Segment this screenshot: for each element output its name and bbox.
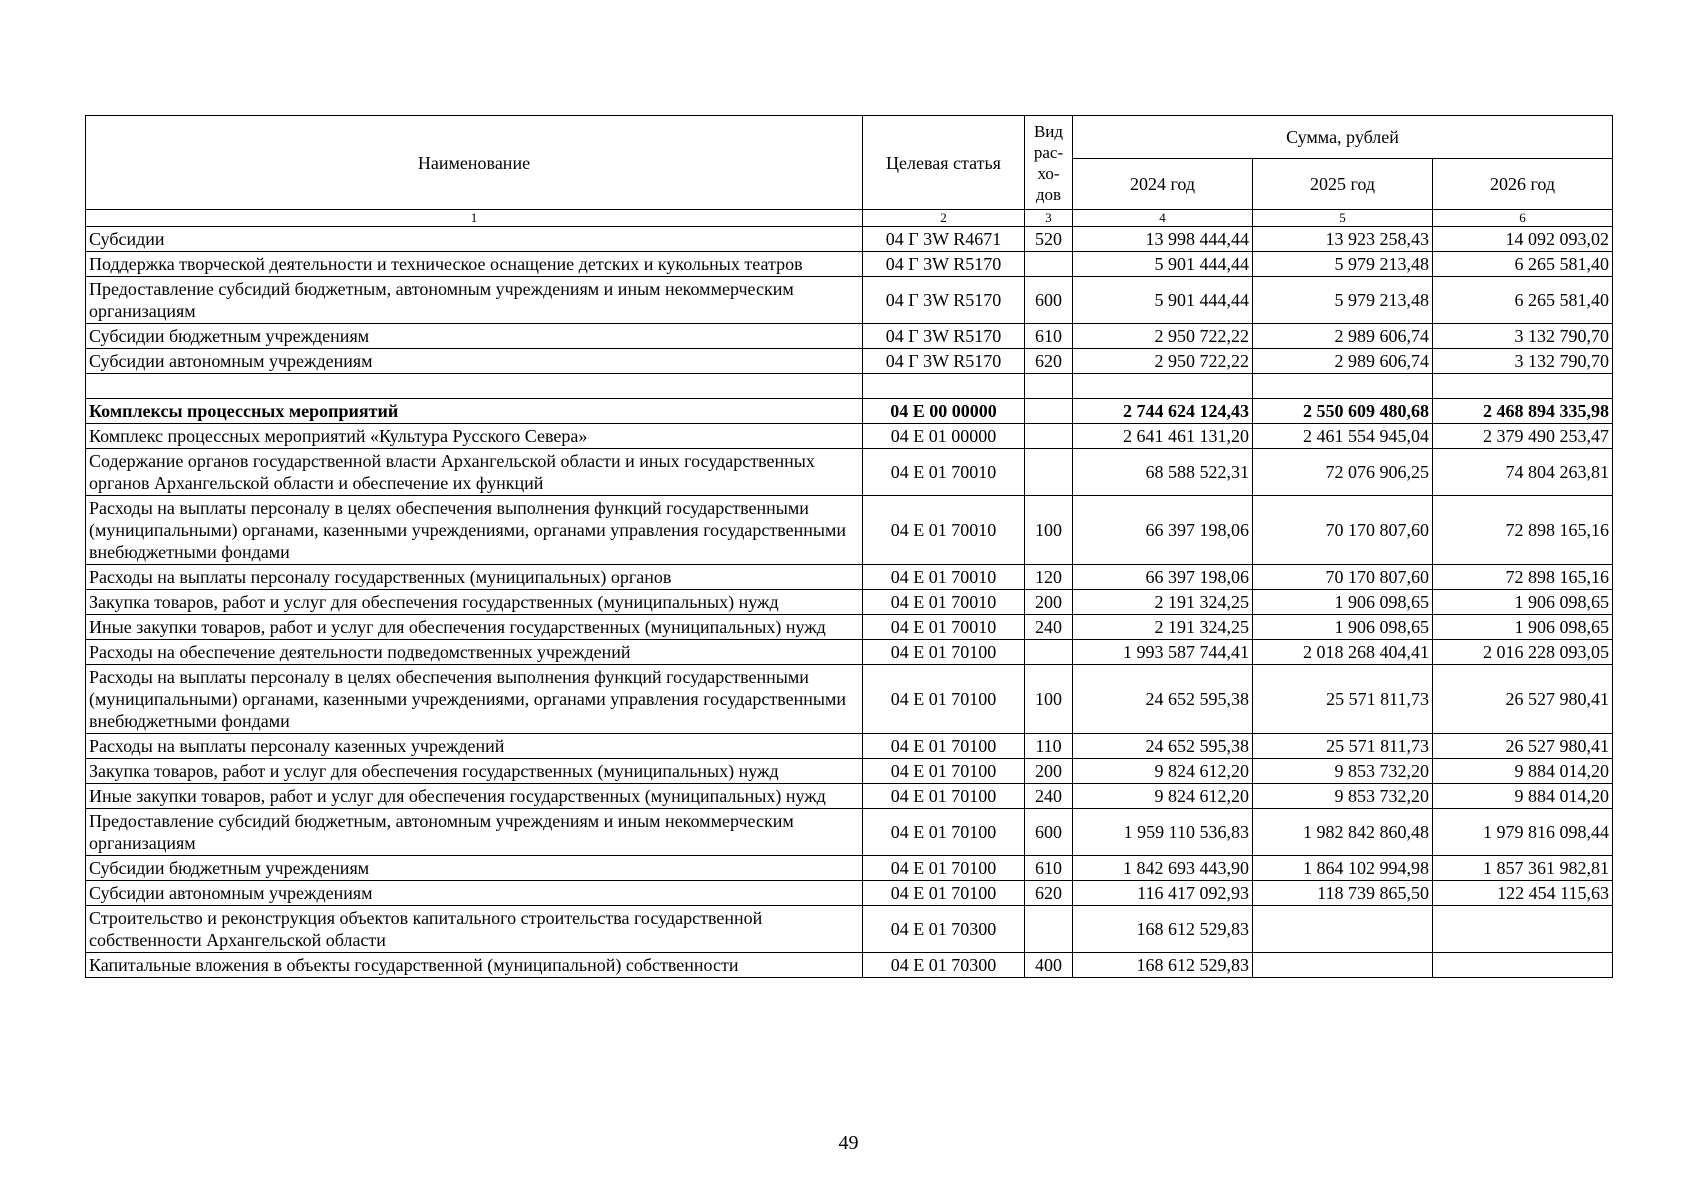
row-sum-2025: 2 989 606,74 (1253, 349, 1433, 374)
row-sum-2026: 14 092 093,02 (1433, 227, 1613, 252)
table-row (86, 277, 1613, 324)
table-row (86, 424, 1613, 449)
row-sum-2026: 1 857 361 982,81 (1433, 856, 1613, 881)
row-sum-2024: 9 824 612,20 (1073, 784, 1253, 809)
row-sum-2024: 2 744 624 124,43 (1073, 399, 1253, 424)
row-sum-2024: 68 588 522,31 (1073, 449, 1253, 496)
row-sum-2026: 26 527 980,41 (1433, 665, 1613, 734)
row-name: Комплексы процессных мероприятий (86, 399, 863, 424)
row-name: Содержание органов государственной власти Архангельской области и иных государственных органов Архангельской области и обеспечение их функций (86, 449, 863, 496)
row-sum-2026: 1 906 098,65 (1433, 590, 1613, 615)
row-sum-2025: 118 739 865,50 (1253, 881, 1433, 906)
row-code: 04 Е 01 70300 (863, 953, 1025, 978)
row-name: Расходы на выплаты персоналу государственных (муниципальных) органов (86, 565, 863, 590)
table-row (86, 881, 1613, 906)
table-row (86, 809, 1613, 856)
row-name: Поддержка творческой деятельности и техническое оснащение детских и кукольных театров (86, 252, 863, 277)
table-row (86, 565, 1613, 590)
row-name: Иные закупки товаров, работ и услуг для обеспечения государственных (муниципальных) нужд (86, 784, 863, 809)
row-sum-2024: 2 191 324,25 (1073, 615, 1253, 640)
row-sum-2025: 1 906 098,65 (1253, 590, 1433, 615)
table-row (86, 856, 1613, 881)
row-sum-2024: 168 612 529,83 (1073, 906, 1253, 953)
page-number: 49 (838, 1132, 859, 1154)
row-kind: 120 (1025, 565, 1073, 590)
row-kind: 240 (1025, 615, 1073, 640)
row-sum-2026: 74 804 263,81 (1433, 449, 1613, 496)
row-sum-2026: 6 265 581,40 (1433, 252, 1613, 277)
table-row (86, 496, 1613, 565)
row-sum-2025: 2 989 606,74 (1253, 324, 1433, 349)
row-code: 04 Г 3W R4671 (863, 227, 1025, 252)
row-sum-2025: 70 170 807,60 (1253, 565, 1433, 590)
row-kind: 620 (1025, 349, 1073, 374)
row-sum-2025: 25 571 811,73 (1253, 665, 1433, 734)
row-name: Расходы на обеспечение деятельности подведомственных учреждений (86, 640, 863, 665)
row-kind: 240 (1025, 784, 1073, 809)
row-name: Строительство и реконструкция объектов капитального строительства государственной собственности Архангельской области (86, 906, 863, 953)
row-code: 04 Г 3W R5170 (863, 277, 1025, 324)
row-code: 04 Е 01 70100 (863, 734, 1025, 759)
row-kind: 110 (1025, 734, 1073, 759)
row-kind (1025, 374, 1073, 399)
row-name: Иные закупки товаров, работ и услуг для обеспечения государственных (муниципальных) нужд (86, 615, 863, 640)
row-sum-2026: 9 884 014,20 (1433, 759, 1613, 784)
row-sum-2026: 3 132 790,70 (1433, 349, 1613, 374)
row-name (86, 374, 863, 399)
row-sum-2024: 66 397 198,06 (1073, 565, 1253, 590)
row-sum-2024: 1 993 587 744,41 (1073, 640, 1253, 665)
row-kind: 400 (1025, 953, 1073, 978)
row-kind: 200 (1025, 759, 1073, 784)
row-code: 04 Е 01 70010 (863, 449, 1025, 496)
row-sum-2026: 122 454 115,63 (1433, 881, 1613, 906)
row-name: Предоставление субсидий бюджетным, автономным учреждениям и иным некоммерческим организациям (86, 809, 863, 856)
row-sum-2024: 1 842 693 443,90 (1073, 856, 1253, 881)
row-sum-2025: 9 853 732,20 (1253, 759, 1433, 784)
row-sum-2026: 1 906 098,65 (1433, 615, 1613, 640)
table-row (86, 590, 1613, 615)
row-sum-2026: 72 898 165,16 (1433, 496, 1613, 565)
row-code: 04 Е 01 70010 (863, 565, 1025, 590)
row-kind (1025, 424, 1073, 449)
row-sum-2024: 66 397 198,06 (1073, 496, 1253, 565)
row-code: 04 Е 01 70010 (863, 496, 1025, 565)
column-number-row (86, 210, 1613, 227)
column-number: 6 (1433, 210, 1613, 227)
table-row (86, 252, 1613, 277)
header-year-2025: 2025 год (1253, 159, 1433, 210)
row-sum-2024: 168 612 529,83 (1073, 953, 1253, 978)
row-sum-2024: 2 950 722,22 (1073, 349, 1253, 374)
row-code: 04 Е 00 00000 (863, 399, 1025, 424)
row-name: Субсидии автономным учреждениям (86, 881, 863, 906)
row-code: 04 Е 01 70300 (863, 906, 1025, 953)
table-row (86, 734, 1613, 759)
header-name: Наименование (86, 116, 863, 210)
row-code: 04 Г 3W R5170 (863, 252, 1025, 277)
row-name: Субсидии бюджетным учреждениям (86, 856, 863, 881)
row-kind: 610 (1025, 324, 1073, 349)
header-kind-line: Вид (1033, 121, 1064, 141)
header-code: Целевая статья (863, 116, 1025, 210)
table-row (86, 374, 1613, 399)
table-row (86, 615, 1613, 640)
row-name: Субсидии автономным учреждениям (86, 349, 863, 374)
row-kind: 600 (1025, 277, 1073, 324)
row-sum-2025: 1 906 098,65 (1253, 615, 1433, 640)
row-kind: 610 (1025, 856, 1073, 881)
header-kind-line: дов (1035, 184, 1062, 204)
row-name: Расходы на выплаты персоналу в целях обеспечения выполнения функций государственными (муниципальными) органами, казенными учреждениями, органами управления государственными внебюджетными фондами (86, 665, 863, 734)
column-number: 3 (1025, 210, 1073, 227)
row-sum-2025: 25 571 811,73 (1253, 734, 1433, 759)
row-sum-2025: 1 982 842 860,48 (1253, 809, 1433, 856)
row-sum-2026: 72 898 165,16 (1433, 565, 1613, 590)
row-sum-2024: 9 824 612,20 (1073, 759, 1253, 784)
table-row (86, 449, 1613, 496)
row-code: 04 Е 01 70100 (863, 809, 1025, 856)
table-row (86, 665, 1613, 734)
row-name: Расходы на выплаты персоналу в целях обеспечения выполнения функций государственными (муниципальными) органами, казенными учреждениями, органами управления государственными внебюджетными фондами (86, 496, 863, 565)
row-sum-2026: 2 016 228 093,05 (1433, 640, 1613, 665)
budget-page (85, 115, 1612, 978)
row-name: Субсидии (86, 227, 863, 252)
column-number: 1 (86, 210, 863, 227)
row-sum-2025: 72 076 906,25 (1253, 449, 1433, 496)
row-code (863, 374, 1025, 399)
header-kind-line: хо- (1037, 163, 1060, 183)
row-sum-2026: 3 132 790,70 (1433, 324, 1613, 349)
row-sum-2025: 70 170 807,60 (1253, 496, 1433, 565)
row-kind (1025, 252, 1073, 277)
table-header (86, 116, 1613, 227)
row-code: 04 Е 01 70100 (863, 856, 1025, 881)
row-code: 04 Е 01 70100 (863, 665, 1025, 734)
row-sum-2026: 2 468 894 335,98 (1433, 399, 1613, 424)
row-kind: 100 (1025, 665, 1073, 734)
row-kind (1025, 640, 1073, 665)
row-name: Субсидии бюджетным учреждениям (86, 324, 863, 349)
row-sum-2025: 2 018 268 404,41 (1253, 640, 1433, 665)
row-sum-2026 (1433, 374, 1613, 399)
row-name: Предоставление субсидий бюджетным, автономным учреждениям и иным некоммерческим организациям (86, 277, 863, 324)
row-sum-2025: 5 979 213,48 (1253, 252, 1433, 277)
row-sum-2024: 5 901 444,44 (1073, 252, 1253, 277)
row-sum-2025 (1253, 953, 1433, 978)
row-sum-2024: 2 191 324,25 (1073, 590, 1253, 615)
column-number: 5 (1253, 210, 1433, 227)
row-code: 04 Е 01 00000 (863, 424, 1025, 449)
table-row (86, 640, 1613, 665)
row-code: 04 Е 01 70100 (863, 759, 1025, 784)
table-row (86, 784, 1613, 809)
row-sum-2026: 9 884 014,20 (1433, 784, 1613, 809)
row-sum-2025: 1 864 102 994,98 (1253, 856, 1433, 881)
row-sum-2024: 24 652 595,38 (1073, 665, 1253, 734)
row-sum-2025: 5 979 213,48 (1253, 277, 1433, 324)
row-sum-2024: 116 417 092,93 (1073, 881, 1253, 906)
row-code: 04 Е 01 70010 (863, 615, 1025, 640)
header-sum: Сумма, рублей (1073, 116, 1613, 159)
row-code: 04 Г 3W R5170 (863, 349, 1025, 374)
row-sum-2026: 2 379 490 253,47 (1433, 424, 1613, 449)
row-name: Комплекс процессных мероприятий «Культура Русского Севера» (86, 424, 863, 449)
row-name: Расходы на выплаты персоналу казенных учреждений (86, 734, 863, 759)
table-row (86, 906, 1613, 953)
row-kind (1025, 399, 1073, 424)
row-kind: 620 (1025, 881, 1073, 906)
row-name: Закупка товаров, работ и услуг для обеспечения государственных (муниципальных) нужд (86, 590, 863, 615)
table-row (86, 227, 1613, 252)
row-sum-2024: 1 959 110 536,83 (1073, 809, 1253, 856)
header-kind-line: рас- (1033, 142, 1064, 162)
row-code: 04 Е 01 70010 (863, 590, 1025, 615)
row-sum-2026: 1 979 816 098,44 (1433, 809, 1613, 856)
row-name: Закупка товаров, работ и услуг для обеспечения государственных (муниципальных) нужд (86, 759, 863, 784)
table-row (86, 349, 1613, 374)
row-code: 04 Г 3W R5170 (863, 324, 1025, 349)
table-row (86, 324, 1613, 349)
table-row (86, 399, 1613, 424)
row-sum-2025: 2 550 609 480,68 (1253, 399, 1433, 424)
row-sum-2024: 13 998 444,44 (1073, 227, 1253, 252)
row-kind: 100 (1025, 496, 1073, 565)
column-number: 4 (1073, 210, 1253, 227)
row-sum-2025: 9 853 732,20 (1253, 784, 1433, 809)
row-sum-2024: 2 950 722,22 (1073, 324, 1253, 349)
row-sum-2026: 26 527 980,41 (1433, 734, 1613, 759)
row-sum-2025: 2 461 554 945,04 (1253, 424, 1433, 449)
row-sum-2026 (1433, 953, 1613, 978)
table-row (86, 759, 1613, 784)
row-sum-2025 (1253, 906, 1433, 953)
budget-table (85, 115, 1613, 978)
header-kind (1025, 116, 1073, 210)
table-row (86, 953, 1613, 978)
row-sum-2025 (1253, 374, 1433, 399)
row-sum-2024: 5 901 444,44 (1073, 277, 1253, 324)
row-sum-2024: 24 652 595,38 (1073, 734, 1253, 759)
row-code: 04 Е 01 70100 (863, 640, 1025, 665)
row-sum-2025: 13 923 258,43 (1253, 227, 1433, 252)
row-kind: 520 (1025, 227, 1073, 252)
row-sum-2026: 6 265 581,40 (1433, 277, 1613, 324)
row-kind: 600 (1025, 809, 1073, 856)
row-sum-2024 (1073, 374, 1253, 399)
column-number: 2 (863, 210, 1025, 227)
row-kind (1025, 906, 1073, 953)
table-body (86, 227, 1613, 978)
row-code: 04 Е 01 70100 (863, 881, 1025, 906)
row-kind: 200 (1025, 590, 1073, 615)
row-kind (1025, 449, 1073, 496)
row-code: 04 Е 01 70100 (863, 784, 1025, 809)
row-name: Капитальные вложения в объекты государственной (муниципальной) собственности (86, 953, 863, 978)
header-year-2026: 2026 год (1433, 159, 1613, 210)
row-sum-2026 (1433, 906, 1613, 953)
row-sum-2024: 2 641 461 131,20 (1073, 424, 1253, 449)
header-year-2024: 2024 год (1073, 159, 1253, 210)
